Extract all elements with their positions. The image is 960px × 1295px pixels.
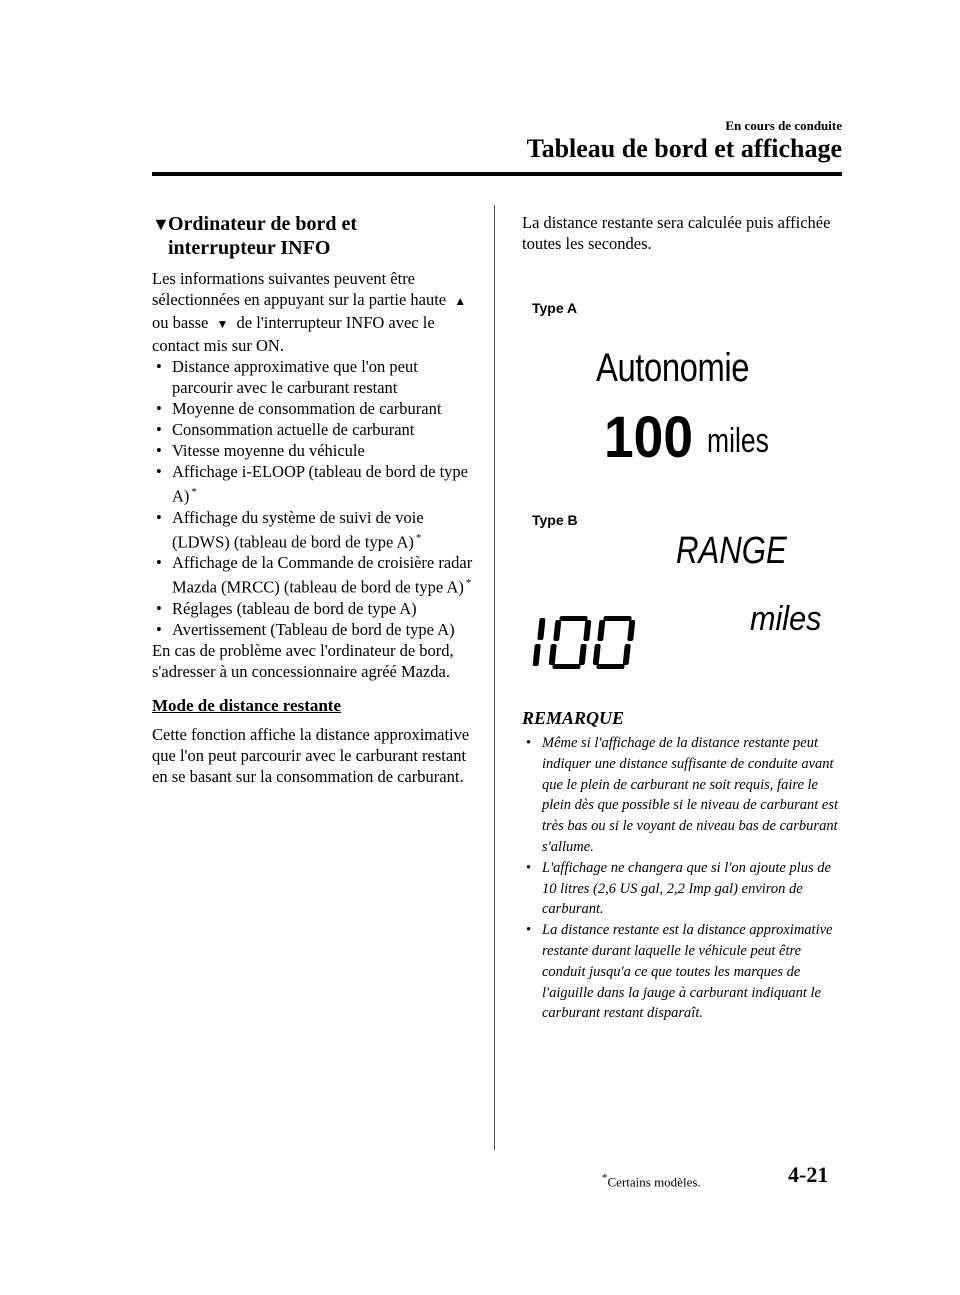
chapter-label: En cours de conduite: [725, 118, 842, 133]
list-item: • Affichage i-ELOOP (tableau de bord de type A) *: [156, 462, 468, 506]
left-column: [152, 212, 477, 787]
type-a-display-title: Autonomie: [596, 346, 750, 390]
list-item: • Réglages (tableau de bord de type A): [156, 598, 417, 618]
bullet-icon: •: [156, 507, 162, 527]
bullet-icon: •: [526, 859, 532, 876]
type-b-display-title: RANGE: [676, 530, 787, 572]
list-item: • Vitesse moyenne du véhicule: [156, 441, 365, 460]
bullet-icon: •: [156, 619, 162, 639]
list-item: • Même si l'affichage de la distance restante peut indiquer une distance suffisante de conduite avant que le plein de carburant ne soit requis, faire le plein dès que possible si le niveau de carburant est très bas ou si le voyant de niveau bas de carburant s'allume.: [526, 735, 838, 855]
bullet-icon: •: [156, 357, 162, 376]
footnote: *Certains modèles.: [602, 1172, 701, 1190]
list-item: • Affichage de la Commande de croisière radar Mazda (MRCC) (tableau de bord de type A) *: [156, 553, 473, 597]
bullet-icon: •: [156, 441, 162, 460]
intro-paragraph: Les informations suivantes peuvent être sélectionnées en appuyant sur la partie haute ▲ ou basse ▼ de l'interrupteur INFO avec le contact mis sur ON.: [152, 269, 467, 355]
type-a-display-unit: miles: [707, 422, 769, 460]
list-item: • La distance restante est la distance approximative restante durant laquelle le véhicule peut être conduit jusqu'a ce que toutes les marques de l'aiguille dans la jauge à carburant indiquant le carburant restant disparaît.: [526, 922, 833, 1022]
column-divider: [494, 205, 495, 1150]
asterisk-icon: *: [415, 531, 422, 544]
list-item: • Moyenne de consommation de carburant: [156, 399, 442, 418]
right-column: [522, 212, 844, 254]
type-a-display-value: 100: [604, 405, 694, 470]
list-item: • Consommation actuelle de carburant: [156, 420, 415, 439]
type-b-segment-display: [530, 614, 636, 670]
type-b-label: Type B: [532, 512, 578, 528]
bullet-icon: •: [156, 399, 162, 418]
page-section-title: Tableau de bord et affichage: [526, 134, 842, 163]
triangle-down-icon: ▼: [216, 317, 229, 331]
bullet-icon: •: [156, 553, 162, 572]
note-block: [522, 708, 844, 1024]
type-a-label: Type A: [532, 300, 578, 316]
note-list: [522, 733, 844, 1024]
type-b-display-unit: miles: [750, 600, 822, 638]
section-heading-line-2: interrupteur INFO: [168, 237, 331, 259]
list-item: • Distance approximative que l'on peut parcourir avec le carburant restant: [156, 357, 418, 397]
list-item: • Affichage du système de suivi de voie (LDWS) (tableau de bord de type A) *: [156, 507, 424, 551]
page-number: 4-21: [788, 1162, 829, 1187]
bullet-icon: •: [526, 735, 532, 751]
bullet-icon: •: [156, 598, 162, 618]
subsection-heading: Mode de distance restante: [152, 695, 342, 715]
bullet-icon: •: [156, 420, 162, 439]
section-heading: [152, 212, 477, 260]
asterisk-icon: *: [602, 1172, 608, 1184]
list-item: • L'affichage ne changera que si l'on ajoute plus de 10 litres (2,6 US gal, 2,2 Imp gal) environ de carburant.: [526, 859, 831, 918]
bullet-icon: •: [526, 922, 532, 939]
triangle-down-icon: ▼: [152, 214, 170, 234]
section-heading-line-1: Ordinateur de bord et: [168, 213, 358, 235]
info-list: [152, 356, 477, 640]
asterisk-icon: *: [465, 577, 472, 589]
problem-paragraph: En cas de problème avec l'ordinateur de bord, s'adresser à un concessionnaire agréé Mazda.: [152, 640, 454, 681]
mode-paragraph: Cette fonction affiche la distance approximative que l'on peut parcourir avec le carburant restant en se basant sur la consommation de carburant.: [152, 724, 470, 786]
calc-paragraph: La distance restante sera calculée puis affichée toutes les secondes.: [522, 213, 831, 253]
asterisk-icon: *: [191, 486, 197, 498]
bullet-icon: •: [156, 462, 162, 481]
triangle-up-icon: ▲: [454, 294, 467, 308]
seven-segment-100: [530, 614, 636, 670]
note-heading: REMARQUE: [522, 708, 625, 728]
header-rule: [152, 172, 842, 176]
list-item: • Avertissement (Tableau de bord de type A): [156, 619, 455, 639]
